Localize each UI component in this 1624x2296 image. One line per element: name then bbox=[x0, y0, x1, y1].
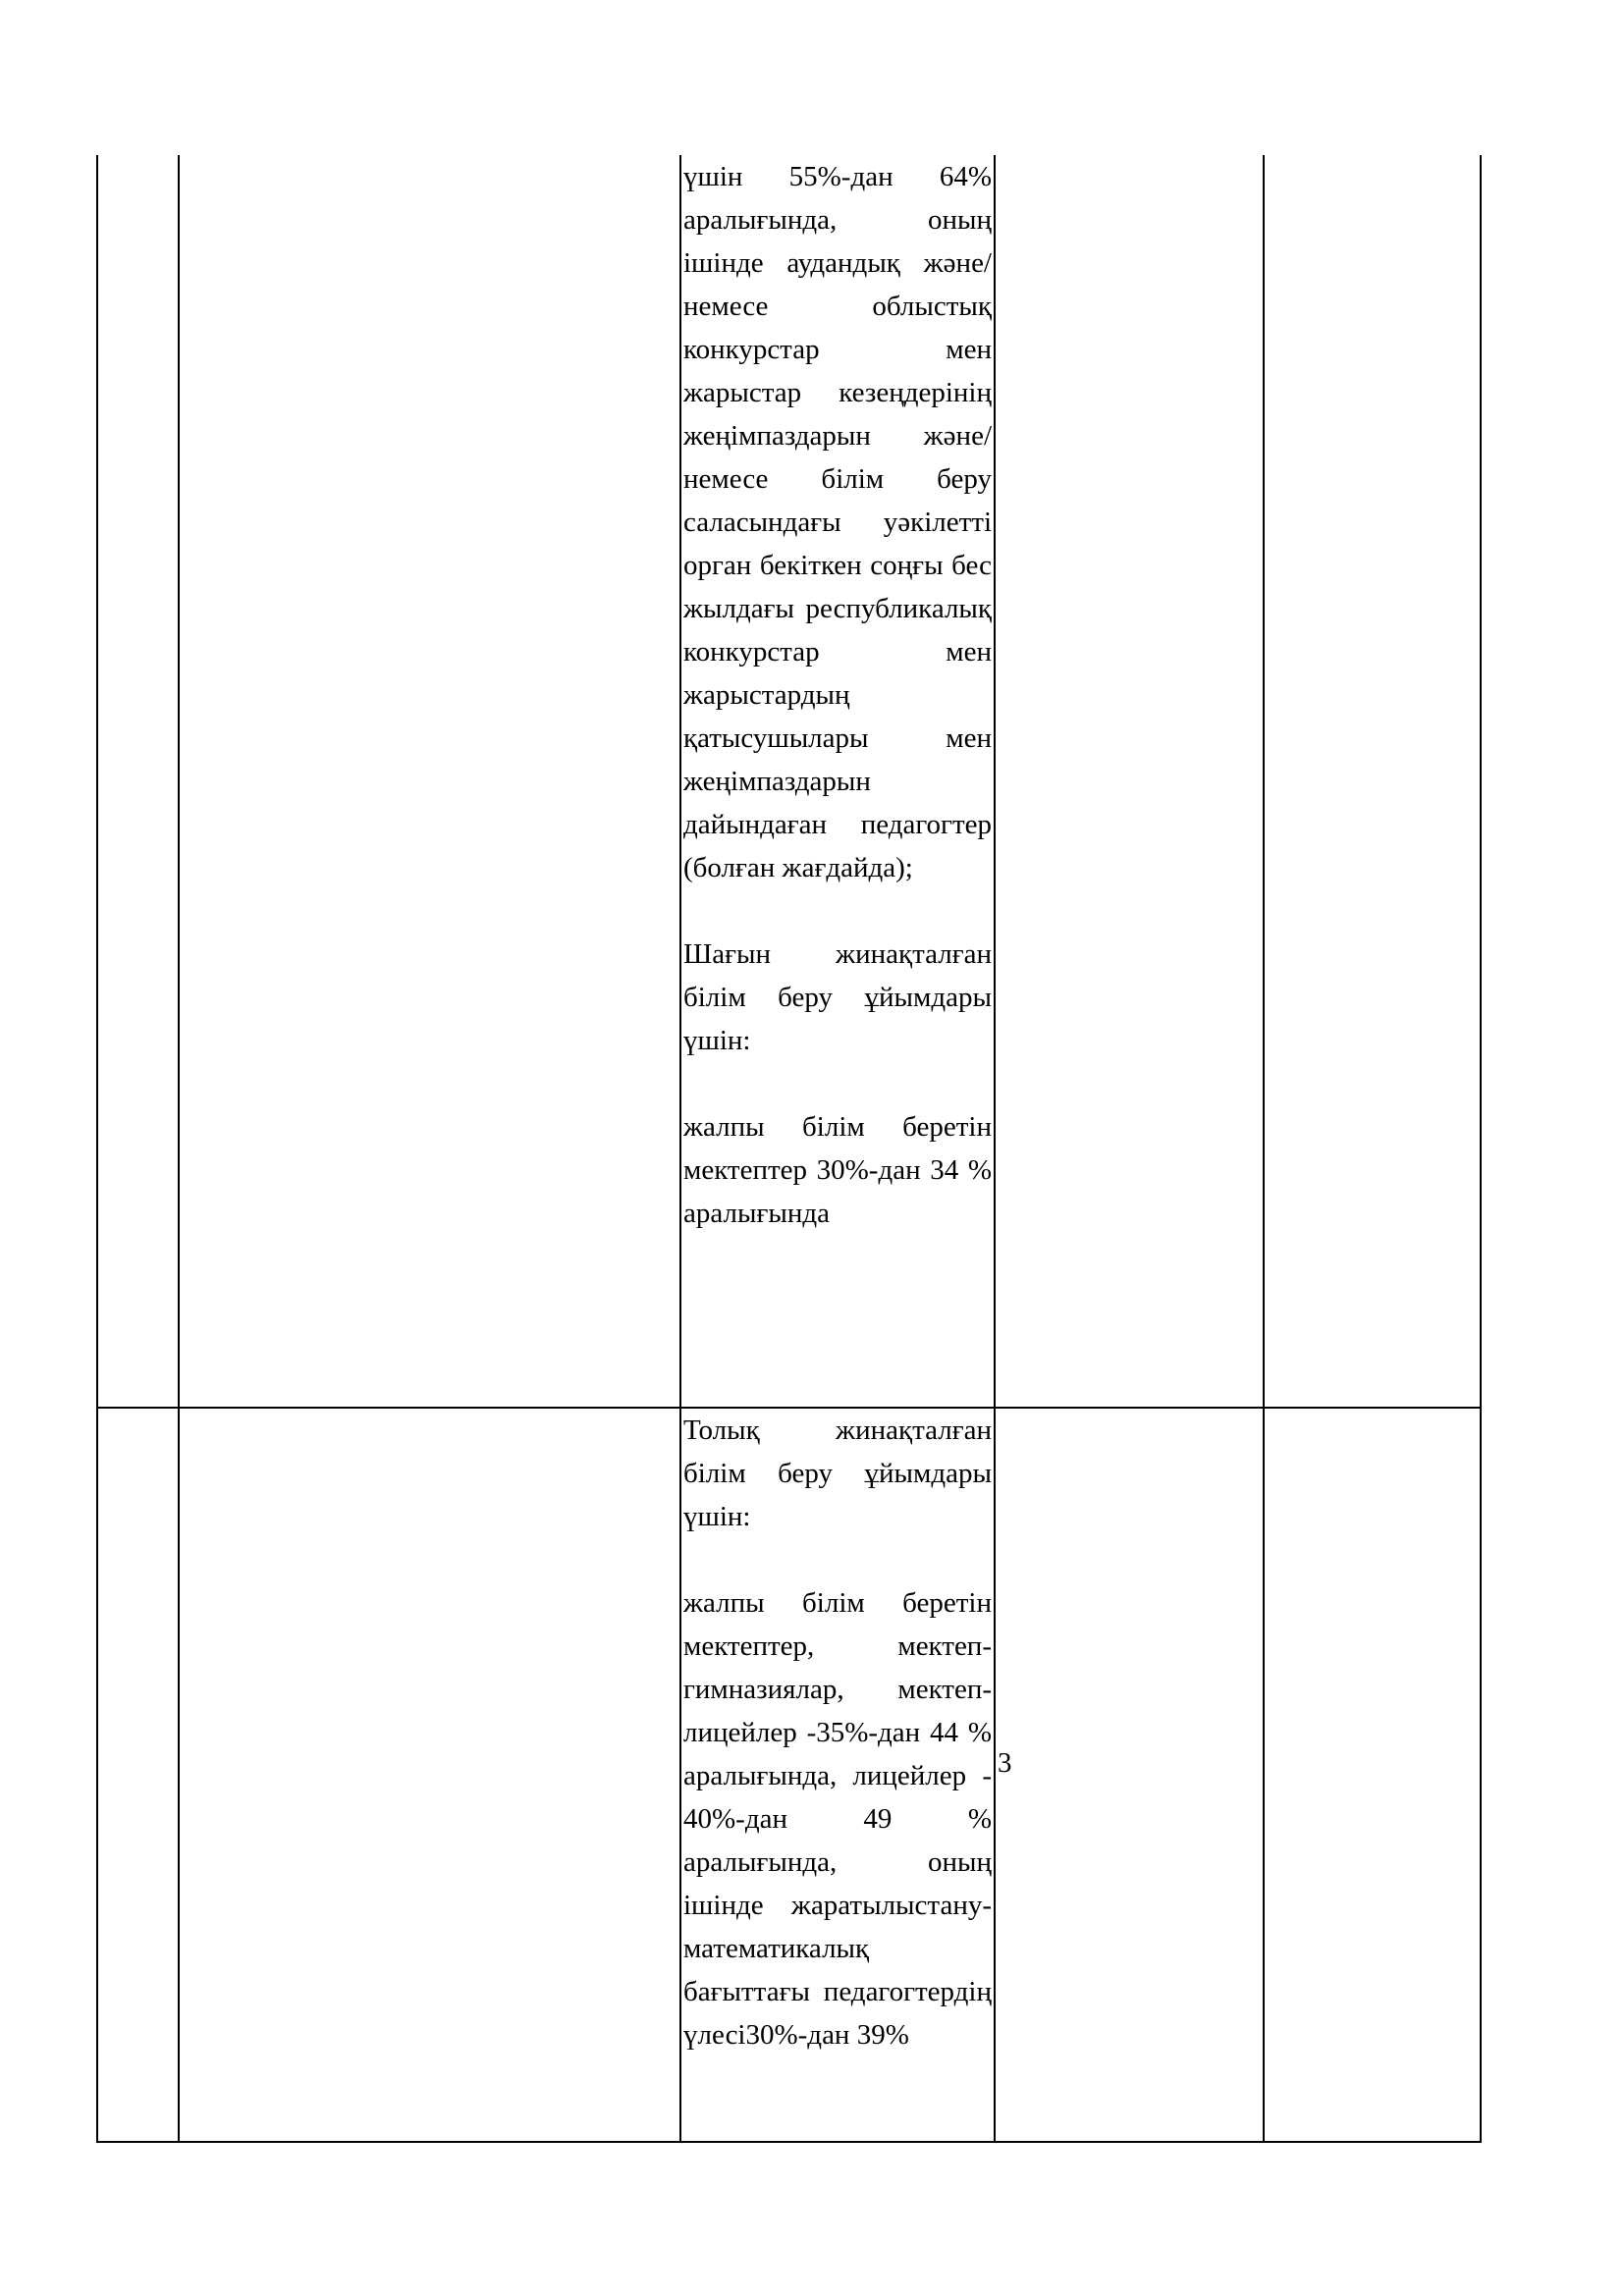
score-value bbox=[996, 155, 1263, 488]
criteria-table bbox=[96, 155, 1482, 2143]
cell-score bbox=[995, 155, 1264, 1408]
cell-number bbox=[97, 155, 179, 1408]
criteria-paragraph: Шағын жинақталған білім беру ұйымдары үшін: bbox=[683, 938, 992, 1056]
cell-note bbox=[1264, 1408, 1481, 2142]
score-value: 3 bbox=[998, 1747, 1012, 1779]
criteria-paragraph: Толық жинақталған білім беру ұйымдары үшін: bbox=[683, 1415, 992, 1532]
table-row bbox=[97, 1408, 1481, 2142]
cell-criteria bbox=[680, 155, 995, 1408]
cell-note bbox=[1264, 155, 1481, 1408]
table-row bbox=[97, 155, 1481, 1408]
cell-score bbox=[995, 1408, 1264, 2142]
cell-criteria bbox=[680, 1408, 995, 2142]
criteria-paragraph: жалпы білім беретін мектептер, мектеп-гимназиялар, мектеп-лицейлер -35%-дан 44 % аралығында, лицейлер - 40%-дан 49 % аралығында, оның ішінде жаратылыстану-математикалық бағыттағы педагогтердің үлесі30%-дан 39% bbox=[683, 1587, 992, 2051]
cell-indicator bbox=[179, 1408, 680, 2142]
criteria-paragraph: үшін 55%-дан 64% аралығында, оның ішінде аудандық және/немесе облыстық конкурстар мен жарыстар кезеңдерінің жеңімпаздарын және/немесе білім беру саласындағы уәкілетті орган бекіткен соңғы бес жылдағы республикалық конкурстар мен жарыстардың қатысушылары мен жеңімпаздарын дайындаған педагогтер (болған жағдайда); bbox=[683, 161, 992, 883]
cell-indicator bbox=[179, 155, 680, 1408]
criteria-paragraph: жалпы білім беретін мектептер 30%-дан 34 % аралығында bbox=[683, 1111, 992, 1229]
cell-number bbox=[97, 1408, 179, 2142]
